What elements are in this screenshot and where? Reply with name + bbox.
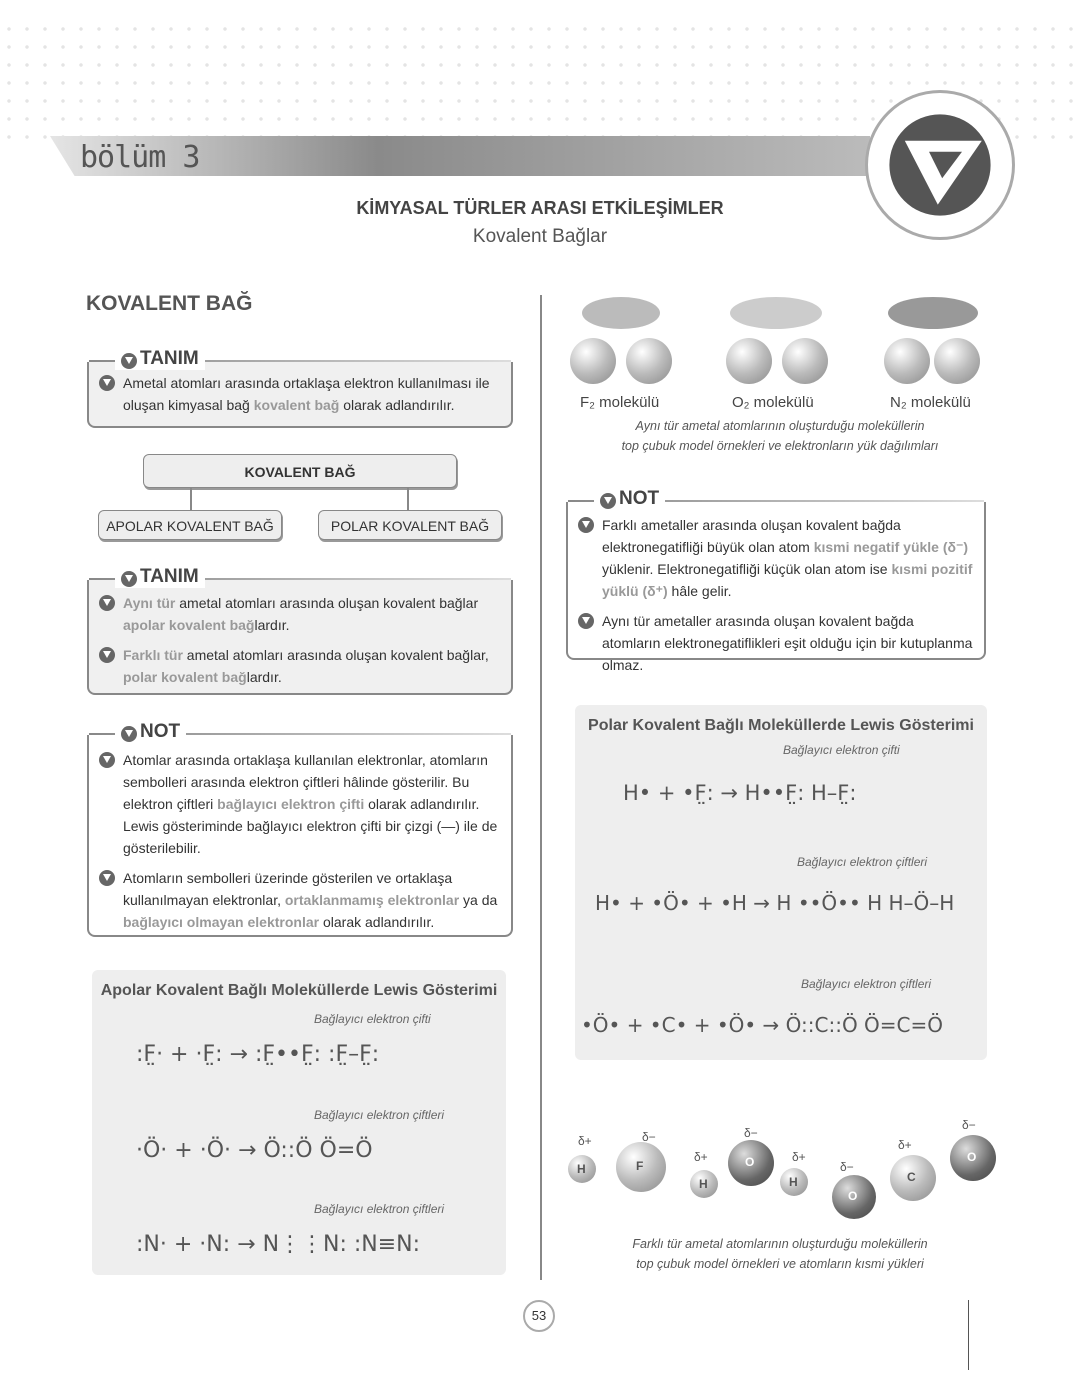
bullet-icon [99, 595, 115, 611]
diagram-root: KOVALENT BAĞ [143, 454, 457, 488]
atom-h: H [690, 1170, 718, 1198]
note-text: Atomların sembolleri üzerinde gösterilen ve ortaklaşa kullanılmayan elektronlar, ortaklanmamış elektronlar ya da bağlayıcı olmayan elektronlar olarak adlandırılır. [123, 870, 498, 930]
page-subtitle: Kovalent Bağlar [472, 226, 608, 247]
not-box-right: NOT Farklı ametaller arasında oluşan kovalent bağda elektronegatifliği büyük olan atom kısmi negatif yükle (δ⁻) yüklenir. Elektronegatifliği küçük olan atom ise kısmi pozitif yüklü (δ⁺) hâle gelir. Aynı tür ametaller arasında oluşan kovalent bağda atomların elektronegatiflikleri eşit olduğu için bir kutuplanma olmaz. [566, 502, 986, 660]
footer-divider [968, 1300, 969, 1370]
atom-ball [726, 338, 772, 384]
charge-label: δ− [962, 1118, 976, 1132]
bond-note: Bağlayıcı elektron çifti [783, 743, 900, 757]
page-number: 53 [523, 1300, 555, 1332]
atom-ball [934, 338, 980, 384]
lewis-equation: :N· + ·N: → N⋮⋮N: :N≡N: [136, 1232, 421, 1257]
atom-h: H [780, 1168, 808, 1196]
bullet-icon [578, 517, 594, 533]
lewis-equation: •Ö• + •C• + •Ö• → Ö::C::Ö Ö=C=Ö [581, 1013, 944, 1037]
charge-label: δ− [840, 1160, 854, 1174]
brand-bullet-icon [121, 353, 137, 369]
lewis-equation: ·Ö· + ·Ö· → Ö::Ö Ö=Ö [136, 1138, 373, 1163]
definition-text: Farklı tür ametal atomları arasında oluşan kovalent bağlar, polar kovalent bağlardır. [123, 647, 489, 685]
charge-label: δ+ [694, 1150, 708, 1164]
section-label: bölüm 3 [80, 140, 200, 175]
charge-label: δ− [642, 1130, 656, 1144]
molecule-label: F₂ molekülü [580, 394, 660, 411]
bond-note: Bağlayıcı elektron çifti [314, 1012, 431, 1026]
atom-ball [570, 338, 616, 384]
box-label: TANIM [140, 348, 199, 369]
bond-note: Bağlayıcı elektron çiftleri [797, 855, 928, 869]
diagram-apolar: APOLAR KOVALENT BAĞ [98, 510, 282, 540]
lewis-equation: :F̤· + ·F̤: → :F̤••F̤: :F̤–F̤: [136, 1042, 380, 1067]
brand-bullet-icon [121, 726, 137, 742]
not-box-left: NOT Atomlar arasında ortaklaşa kullanılan elektronlar, atomların sembolleri arasında elektron çiftleri hâlinde gösterilir. Bu elektron çiftleri bağlayıcı elektron çifti olarak adlandırılır. Lewis gösteriminde bağlayıcı elektron çifti bir çizgi (—) ile de gösterilebilir. Atomların sembolleri üzerinde gösterilen ve ortaklaşa kullanılmayan elektronlar, ortaklanmamış elektronlar ya da bağlayıcı olmayan elektronlar olarak adlandırılır. [87, 735, 513, 937]
bullet-icon [99, 870, 115, 886]
definition-text: Ametal atomları arasında ortaklaşa elektron kullanılması ile oluşan kimyasal bağ kovalent bağ olarak adlandırılır. [123, 375, 490, 413]
tanim-box-2: TANIM Aynı tür ametal atomları arasında oluşan kovalent bağlar apolar kovalent bağlardır. Farklı tür ametal atomları arasında oluşan kovalent bağlar, polar kovalent bağlardır. [87, 580, 513, 695]
atom-o: O [950, 1135, 996, 1181]
atom-ball [782, 338, 828, 384]
electron-cloud [888, 297, 978, 329]
molecule-caption: Aynı tür ametal atomlarının oluşturduğu moleküllerin top çubuk model örnekleri ve elektronların yük dağılımları [621, 419, 939, 453]
note-text: Farklı ametaller arasında oluşan kovalent bağda elektronegatifliği büyük olan atom kısmi negatif yükle (δ⁻) yüklenir. Elektronegatifliği küçük olan atom ise kısmi pozitif yüklü (δ⁺) hâle gelir. [602, 517, 973, 599]
note-text: Aynı tür ametaller arasında oluşan kovalent bağda atomların elektronegatiflikleri eşit olduğu için bir kutuplanma olmaz. [602, 613, 973, 673]
atom-ball [626, 338, 672, 384]
bond-note: Bağlayıcı elektron çiftleri [314, 1108, 445, 1122]
brand-bullet-icon [121, 571, 137, 587]
atom-c: C [890, 1155, 936, 1201]
bullet-icon [99, 752, 115, 768]
molecule-label: N₂ molekülü [890, 394, 971, 411]
lewis-equation: H• + •F̤: → H••F̤: H–F̤: [623, 781, 857, 805]
charge-label: δ+ [792, 1150, 806, 1164]
charge-caption: Farklı tür ametal atomlarının oluşturduğu moleküllerin top çubuk model örnekleri ve atomların kısmi yükleri [632, 1237, 928, 1271]
definition-text: Aynı tür ametal atomları arasında oluşan kovalent bağlar apolar kovalent bağlardır. [123, 595, 479, 633]
atom-ball [884, 338, 930, 384]
bullet-icon [99, 647, 115, 663]
section-heading: KOVALENT BAĞ [86, 292, 253, 315]
atom-f: F [616, 1142, 666, 1192]
bullet-icon [578, 613, 594, 629]
diagram-polar: POLAR KOVALENT BAĞ [318, 510, 502, 540]
brand-bullet-icon [600, 493, 616, 509]
charge-label: δ+ [898, 1138, 912, 1152]
lewis-equation: H• + •Ö• + •H → H ••Ö•• H H–Ö–H [595, 891, 955, 915]
tanim-box-1 [87, 348, 513, 428]
bond-note: Bağlayıcı elektron çiftleri [801, 977, 932, 991]
charge-label: δ+ [578, 1134, 592, 1148]
molecule-label: O₂ molekülü [732, 394, 814, 411]
atom-o: O [728, 1140, 774, 1186]
panel-title: Polar Kovalent Bağlı Moleküllerde Lewis Gösterimi [588, 717, 974, 734]
bullet-icon [99, 375, 115, 391]
bond-note: Bağlayıcı elektron çiftleri [314, 1202, 445, 1216]
polar-lewis-panel [575, 705, 987, 1060]
panel-title: Apolar Kovalent Bağlı Moleküllerde Lewis Gösterimi [100, 982, 498, 999]
page-title: KİMYASAL TÜRLER ARASI ETKİLEŞİMLER [356, 198, 724, 218]
electron-cloud [730, 297, 822, 329]
charge-label: δ− [744, 1126, 758, 1140]
electron-cloud [582, 297, 660, 329]
apolar-lewis-panel [92, 970, 506, 1275]
atom-o: O [832, 1175, 876, 1219]
atom-h: H [568, 1155, 596, 1183]
note-text: Atomlar arasında ortaklaşa kullanılan elektronlar, atomların sembolleri arasında elektron çiftleri hâlinde gösterilir. Bu elektron çiftleri bağlayıcı elektron çifti olarak adlandırılır. Lewis gösteriminde bağlayıcı elektron çifti bir çizgi (—) ile de gösterilebilir. [123, 752, 498, 856]
column-divider [540, 295, 542, 1280]
